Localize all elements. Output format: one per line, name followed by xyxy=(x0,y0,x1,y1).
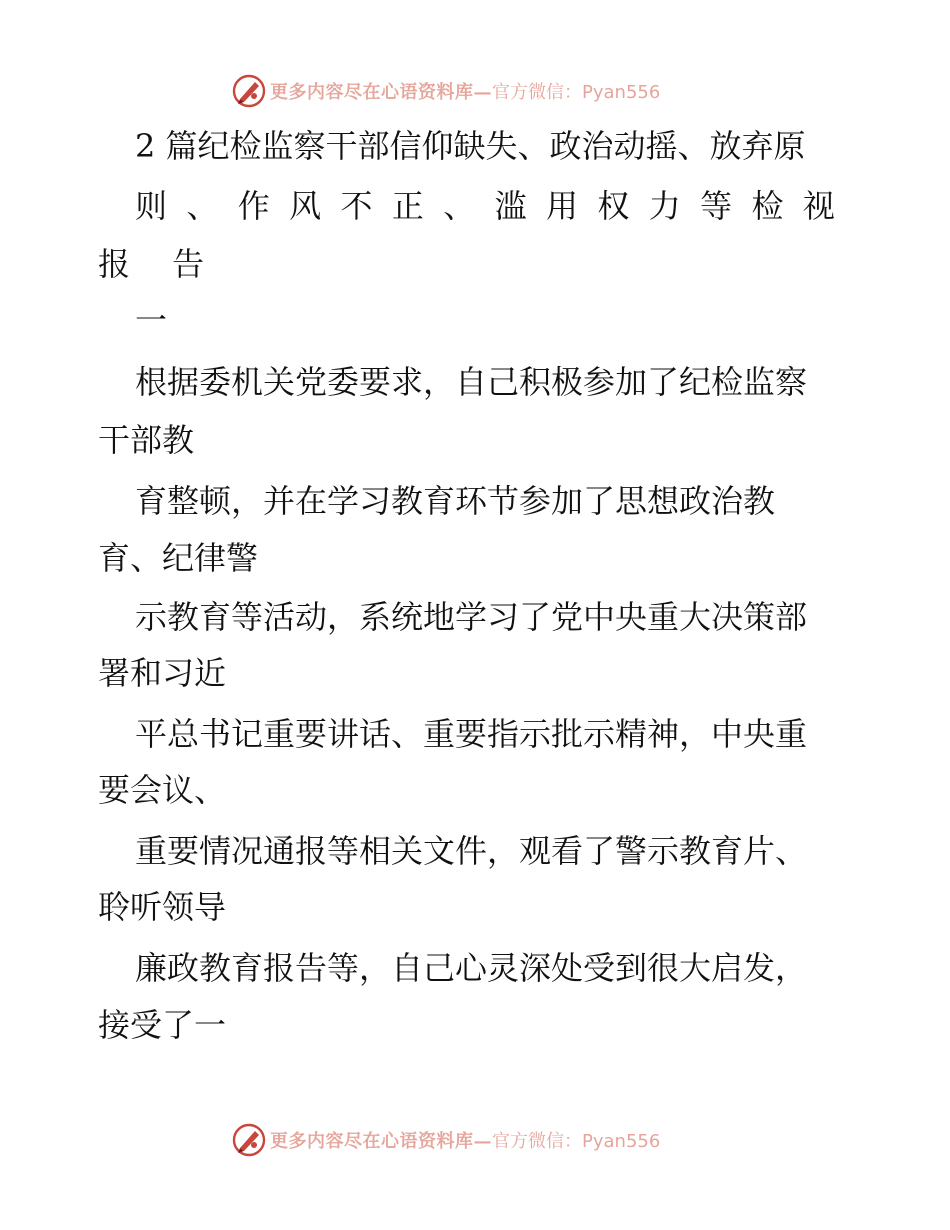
watermark-text: 更多内容尽在心语资料库— xyxy=(270,82,492,103)
document-title-line-3: 报 告 xyxy=(98,245,221,283)
document-title-line-1: 2 篇纪检监察干部信仰缺失、政治动摇、放弃原 xyxy=(135,127,806,165)
pen-logo-icon xyxy=(232,74,266,108)
title-char: 滥 xyxy=(494,187,527,225)
title-char: 正 xyxy=(391,187,424,225)
title-char: 权 xyxy=(597,187,630,225)
body-line: 接受了一 xyxy=(98,1006,227,1044)
header-watermark-banner xyxy=(232,74,660,108)
title-char: 则 xyxy=(135,187,168,225)
body-line: 署和习近 xyxy=(98,654,227,692)
section-marker: 一 xyxy=(135,301,168,339)
watermark-contact: 官方微信：Pyan556 xyxy=(492,1131,661,1152)
title-char: 、 xyxy=(186,187,219,225)
document-title-line-2 xyxy=(135,186,835,226)
watermark-contact: 官方微信：Pyan556 xyxy=(492,82,661,103)
body-line: 干部教 xyxy=(98,421,195,459)
title-char: 作 xyxy=(237,187,270,225)
body-line: 廉政教育报告等，自己心灵深处受到很大启发， xyxy=(135,949,808,987)
title-char: 不 xyxy=(340,187,373,225)
body-line: 重要情况通报等相关文件，观看了警示教育片、 xyxy=(135,832,808,870)
body-line: 平总书记重要讲话、重要指示批示精神，中央重 xyxy=(135,715,808,753)
title-char: 等 xyxy=(700,187,733,225)
pen-logo-icon xyxy=(232,1123,266,1157)
title-char: 视 xyxy=(802,187,835,225)
title-char: 风 xyxy=(289,187,322,225)
title-char: 力 xyxy=(648,187,681,225)
title-char: 用 xyxy=(546,187,579,225)
title-char: 、 xyxy=(443,187,476,225)
body-line: 根据委机关党委要求，自己积极参加了纪检监察 xyxy=(135,363,808,401)
title-char: 检 xyxy=(751,187,784,225)
body-line: 示教育等活动，系统地学习了党中央重大决策部 xyxy=(135,598,808,636)
body-line: 聆听领导 xyxy=(98,888,227,926)
body-line: 要会议、 xyxy=(98,771,227,809)
watermark-text: 更多内容尽在心语资料库— xyxy=(270,1131,492,1152)
footer-watermark-banner xyxy=(232,1123,660,1157)
body-line: 育、纪律警 xyxy=(98,539,259,577)
body-line: 育整顿，并在学习教育环节参加了思想政治教 xyxy=(135,482,776,520)
